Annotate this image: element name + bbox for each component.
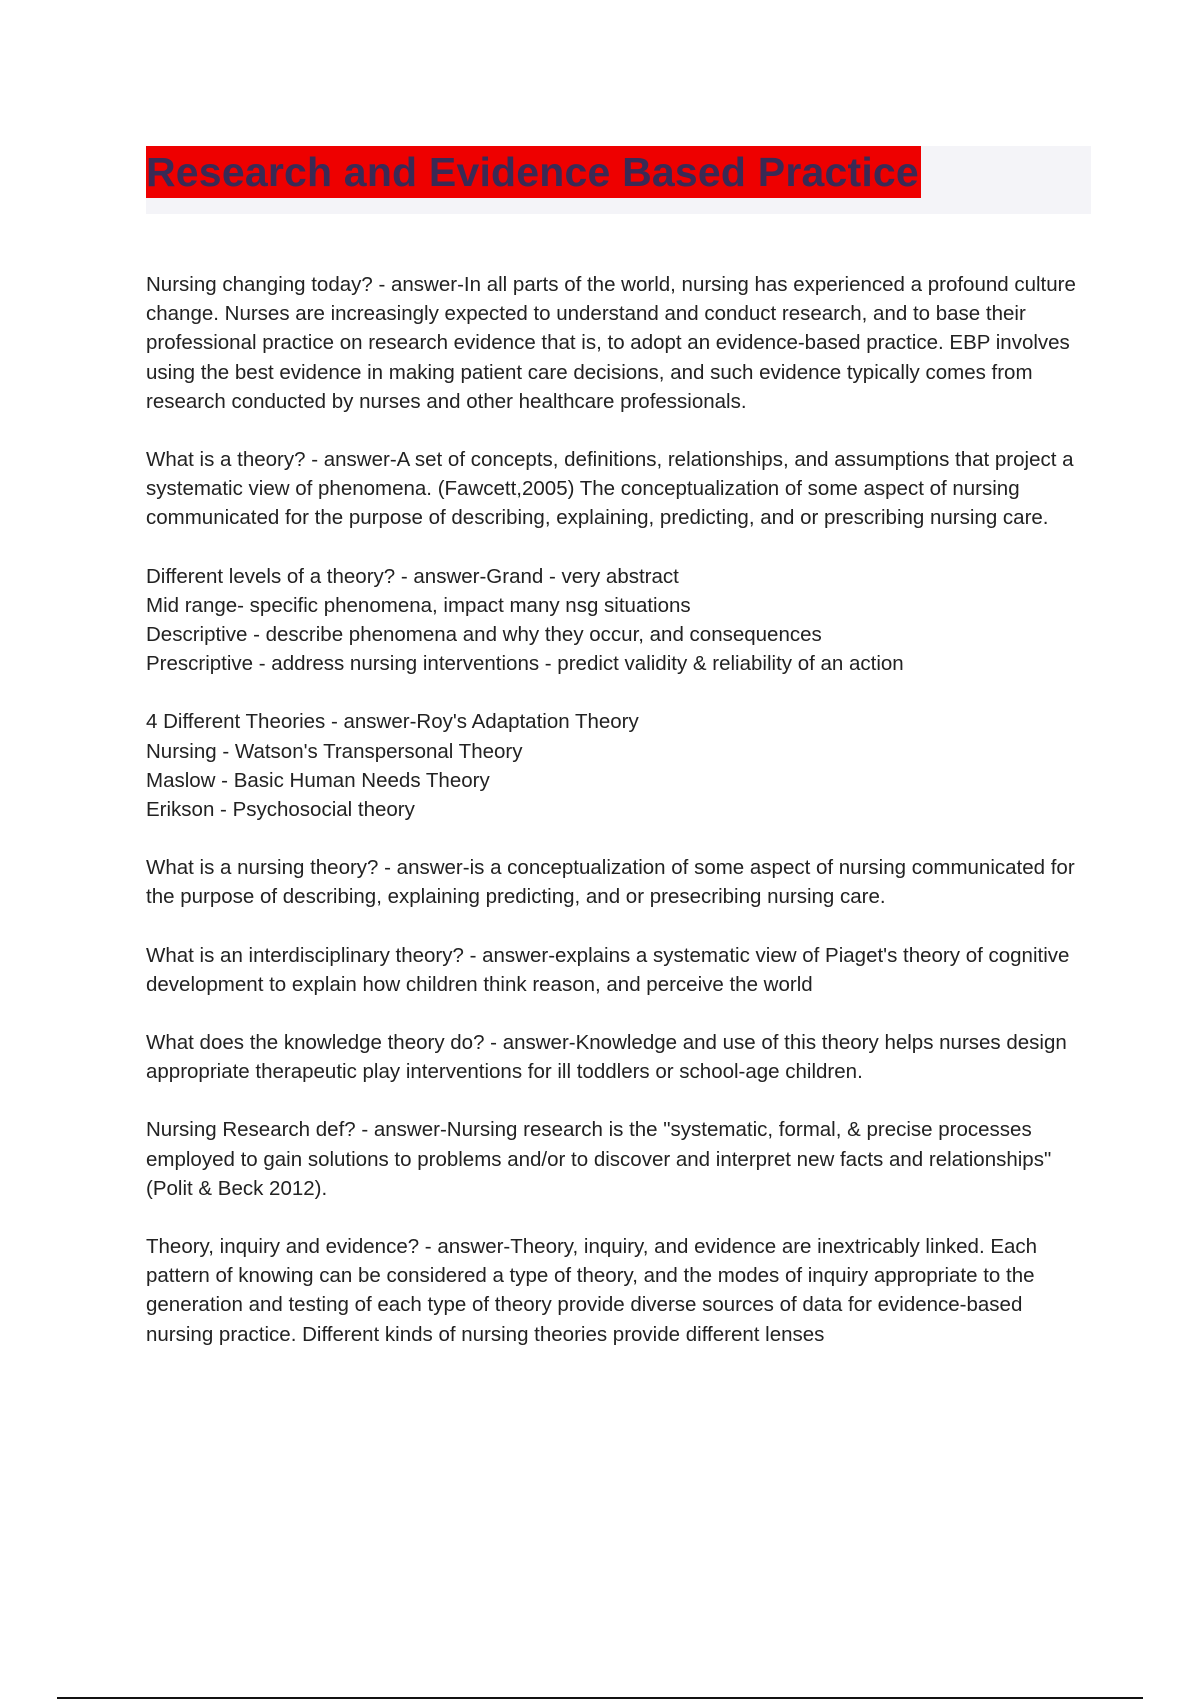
qa-line: Nursing - Watson's Transpersonal Theory — [146, 739, 523, 763]
qa-line: Erikson - Psychosocial theory — [146, 798, 415, 822]
qa-entry — [146, 1115, 1091, 1203]
qa-line: 4 Different Theories - answer-Roy's Adaptation Theory — [146, 710, 639, 734]
title-band — [146, 146, 1091, 214]
qa-line: Nursing Research def? - answer-Nursing research is the "systematic, formal, & precise processes employed to gain solutions to problems and/or to discover and interpret new facts and relationships"(Polit & Beck 2012). — [146, 1118, 1052, 1200]
document-page — [146, 146, 1091, 1378]
qa-entry — [146, 941, 1091, 999]
qa-line: Maslow - Basic Human Needs Theory — [146, 768, 490, 792]
qa-line: What is a nursing theory? - answer-is a conceptualization of some aspect of nursing communicated for the purpose of describing, explaining predicting, and or presecribing nursing care. — [146, 856, 1075, 909]
qa-entry — [146, 445, 1091, 533]
page-bottom-rule — [57, 1697, 1143, 1699]
qa-line: Nursing changing today? - answer-In all parts of the world, nursing has experienced a profound culture change. Nurses are increasingly expected to understand and conduct research, and to base their professional practice on research evidence that is, to adopt an evidence-based practice. EBP involves using the best evidence in making patient care decisions, and such evidence typically comes from research conducted by nurses and other healthcare professionals. — [146, 273, 1076, 413]
qa-line: Prescriptive - address nursing interventions - predict validity & reliability of an action — [146, 652, 904, 676]
qa-entry — [146, 270, 1091, 416]
qa-entry — [146, 1232, 1091, 1349]
qa-entry — [146, 562, 1091, 679]
document-body — [146, 270, 1091, 1349]
qa-entry — [146, 853, 1091, 911]
qa-line: Different levels of a theory? - answer-Grand - very abstract — [146, 564, 679, 588]
qa-line: Mid range- specific phenomena, impact many nsg situations — [146, 593, 691, 617]
qa-line: Theory, inquiry and evidence? - answer-Theory, inquiry, and evidence are inextricably linked. Each pattern of knowing can be considered a type of theory, and the modes of inquiry appropriate to the generation and testing of each type of theory provide diverse sources of data for evidence-based nursing practice. Different kinds of nursing theories provide different lenses — [146, 1235, 1038, 1346]
document-title: Research and Evidence Based Practice — [146, 146, 921, 198]
qa-line: What does the knowledge theory do? - answer-Knowledge and use of this theory helps nurses design appropriate therapeutic play interventions for ill toddlers or school-age children. — [146, 1031, 1067, 1084]
qa-entry — [146, 707, 1091, 824]
qa-line: What is a theory? - answer-A set of concepts, definitions, relationships, and assumptions that project a systematic view of phenomena. (Fawcett,2005) The conceptualization of some aspect of nursing communicated for the purpose of describing, explaining, predicting, and or prescribing nursing care. — [146, 448, 1074, 530]
qa-line: What is an interdisciplinary theory? - answer-explains a systematic view of Piaget's theory of cognitive development to explain how children think reason, and perceive the world — [146, 943, 1070, 996]
qa-entry — [146, 1028, 1091, 1086]
qa-line: Descriptive - describe phenomena and why they occur, and consequences — [146, 623, 822, 647]
